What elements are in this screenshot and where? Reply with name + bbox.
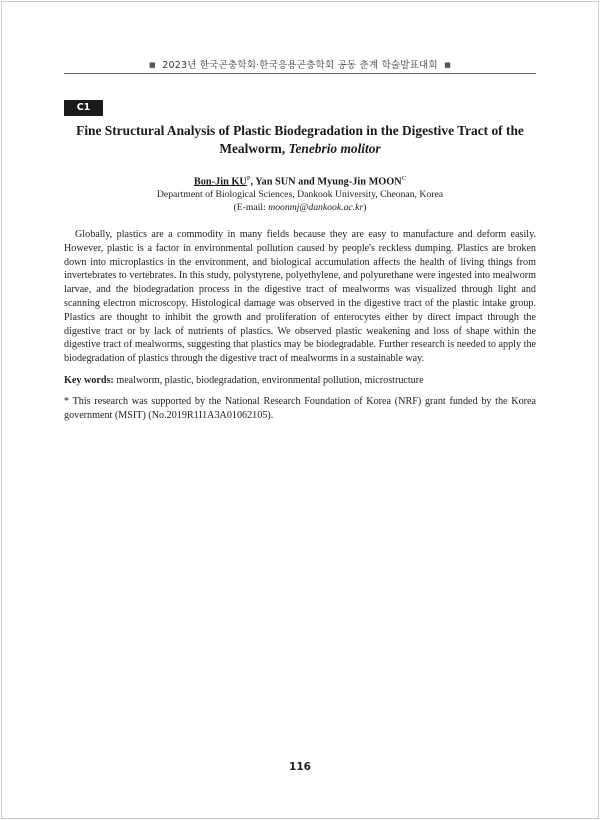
email-prefix: (E-mail: — [233, 202, 269, 213]
conference-name: 2023년 한국곤충학회·한국응용곤충학회 공동 춘계 학술발표대회 — [162, 60, 438, 71]
corresponding-marks: C — [401, 175, 407, 182]
square-bullet-icon: ■ — [444, 61, 452, 69]
author-separator: and — [295, 176, 318, 188]
first-author-marks: P — [246, 175, 251, 182]
email-suffix: ) — [363, 202, 367, 213]
session-code-badge: C1 — [64, 100, 103, 116]
author-list — [64, 175, 536, 187]
square-bullet-icon: ■ — [148, 61, 156, 69]
header-divider — [64, 73, 536, 74]
page-number: 116 — [289, 761, 311, 773]
title-main: Fine Structural Analysis of Plastic Biodegradation in the Digestive Tract of the Mealworm, — [76, 123, 524, 156]
email-line — [64, 202, 536, 213]
keywords-text: mealworm, plastic, biodegradation, environmental pollution, microstructure — [116, 375, 424, 386]
paper-title — [64, 122, 536, 158]
abstract-body: Globally, plastics are a commodity in many fields because they are easy to manufacture and deform easily. However, plastic is a factor in environmental pollution caused by people's reckless dumping. Plastics are broken down into microplastics in the environment, and biological accumulation affects the health of living things from invertebrates to vertebrates. In this study, polystyrene, polyethylene, and polyurethane were ingested into mealworm larvae, and the biodegradation process in the digestive tract of mealworms was visualized through light and scanning electron microscopy. Histological damage was observed in the digestive tract of the plastic intake group. Plastics are thought to inhibit the growth and proliferation of enterocytes either by direct impact through the digestive tract or by lack of nutrients of plastics. We observed plastic weakening and loss of shape within the digestive tract of mealworms, suggesting that plastics may be biodegradable. Further research is needed to apply the biodegradation of plastics through the digestive tract of mealworms in a sustainable way. — [64, 229, 536, 365]
title-species: Tenebrio molitor — [288, 141, 381, 156]
email-address[interactable]: moonmj@dankook.ac.kr — [268, 202, 364, 213]
keywords-line — [64, 374, 536, 388]
running-header — [0, 57, 600, 71]
second-author: Yan SUN — [255, 176, 296, 188]
author-separator: , — [250, 176, 256, 188]
corresponding-author: Myung-Jin MOON — [317, 176, 402, 188]
affiliation: Department of Biological Sciences, Dankook University, Cheonan, Korea — [156, 189, 444, 200]
first-author: Bon-Jin KU — [193, 176, 247, 188]
funding-footnote: * This research was supported by the National Research Foundation of Korea (NRF) grant funded by the Korea government (MSIT) (No.2019R1I1A3A01062105). — [64, 396, 536, 421]
keywords-label: Key words: — [64, 375, 114, 386]
